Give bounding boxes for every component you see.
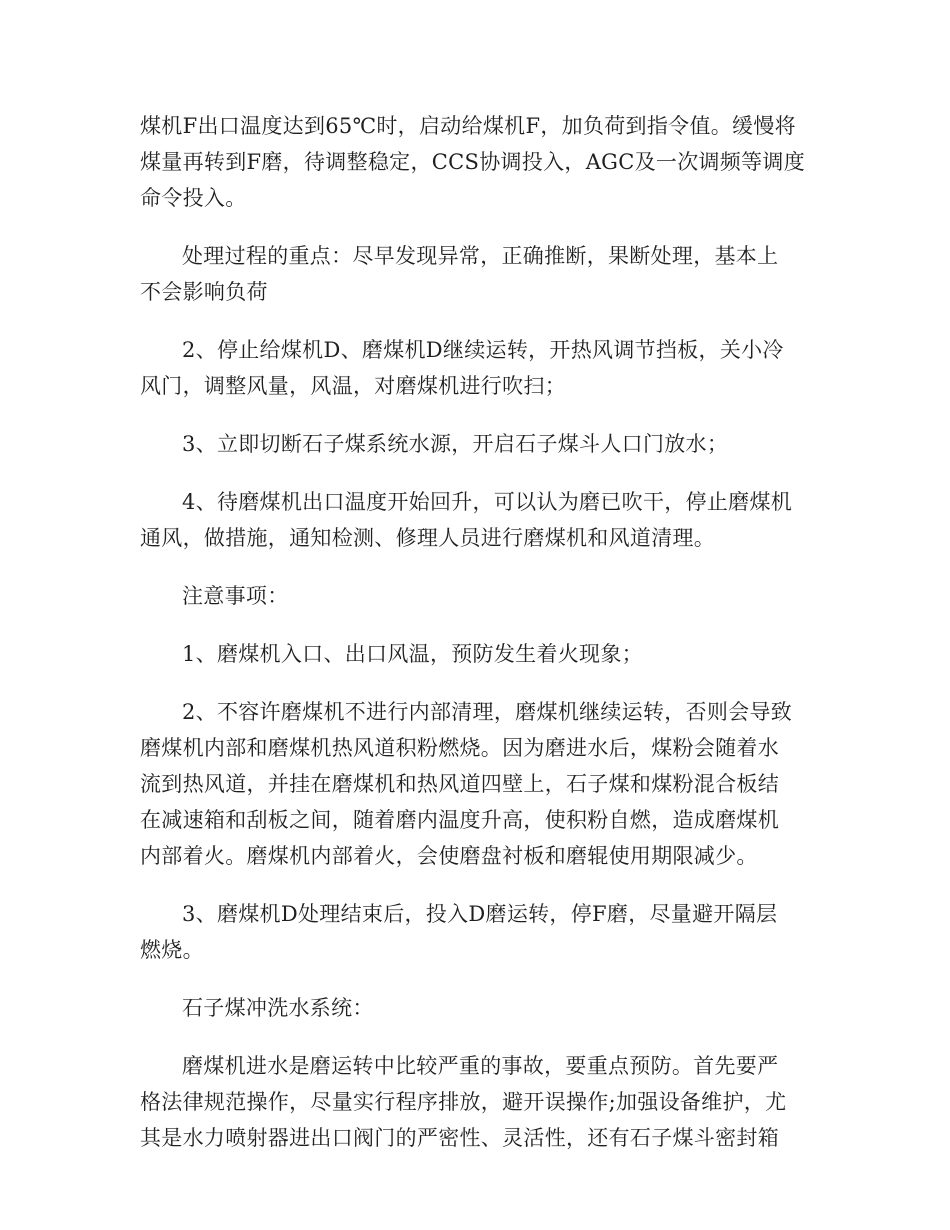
text-line: 2、不容许磨煤机不进行内部清理，磨煤机继续运转，否则会导致 xyxy=(182,700,793,724)
paragraph-10 xyxy=(140,990,808,1026)
paragraph-4 xyxy=(140,426,808,462)
text-line: 3、立即切断石子煤系统水源，开启石子煤斗人口门放水； xyxy=(182,432,729,456)
paragraph-3 xyxy=(140,332,808,404)
text-line: 燃烧。 xyxy=(140,938,204,962)
text-line: 煤机F出口温度达到65℃时，启动给煤机F，加负荷到指令值。缓慢将 xyxy=(140,114,796,138)
section-heading: 石子煤冲洗水系统： xyxy=(182,996,374,1020)
text-line: 流到热风道，并挂在磨煤机和热风道四壁上，石子煤和煤粉混合板结 xyxy=(140,772,779,796)
paragraph-8 xyxy=(140,694,808,874)
text-line: 煤量再转到F磨，待调整稳定，CCS协调投入，AGC及一次调频等调度 xyxy=(140,150,805,174)
text-line: 内部着火。磨煤机内部着火，会使磨盘衬板和磨辊使用期限减少。 xyxy=(140,844,758,868)
text-line: 4、待磨煤机出口温度开始回升，可以认为磨已吹干，停止磨煤机 xyxy=(182,490,793,514)
text-line: 磨煤机进水是磨运转中比较严重的事故，要重点预防。首先要严 xyxy=(182,1054,779,1078)
text-line: 不会影响负荷 xyxy=(140,280,268,304)
paragraph-6 xyxy=(140,578,808,614)
text-line: 2、停止给煤机D、磨煤机D继续运转，开热风调节挡板，关小冷 xyxy=(182,338,784,362)
document-body xyxy=(140,108,808,1178)
section-heading: 注意事项： xyxy=(182,584,289,608)
text-line: 格法律规范操作，尽量实行程序排放，避开误操作;加强设备维护，尤 xyxy=(140,1090,787,1114)
paragraph-2 xyxy=(140,238,808,310)
text-line: 其是水力喷射器进出口阀门的严密性、灵活性，还有石子煤斗密封箱 xyxy=(140,1126,779,1150)
paragraph-1 xyxy=(140,108,808,216)
paragraph-11 xyxy=(140,1048,808,1156)
text-line: 通风，做措施，通知检测、修理人员进行磨煤机和风道清理。 xyxy=(140,526,716,550)
text-line: 3、磨煤机D处理结束后，投入D磨运转，停F磨，尽量避开隔层 xyxy=(182,902,778,926)
paragraph-9 xyxy=(140,896,808,968)
text-line: 处理过程的重点：尽早发现异常，正确推断，果断处理，基本上 xyxy=(182,244,779,268)
text-line: 风门，调整风量，风温，对磨煤机进行吹扫； xyxy=(140,374,566,398)
paragraph-7 xyxy=(140,636,808,672)
text-line: 1、磨煤机入口、出口风温，预防发生着火现象； xyxy=(182,642,643,666)
text-line: 在减速箱和刮板之间，随着磨内温度升高，使积粉自燃，造成磨煤机 xyxy=(140,808,779,832)
text-line: 磨煤机内部和磨煤机热风道积粉燃烧。因为磨进水后，煤粉会随着水 xyxy=(140,736,779,760)
paragraph-5 xyxy=(140,484,808,556)
text-line: 命令投入。 xyxy=(140,186,247,210)
